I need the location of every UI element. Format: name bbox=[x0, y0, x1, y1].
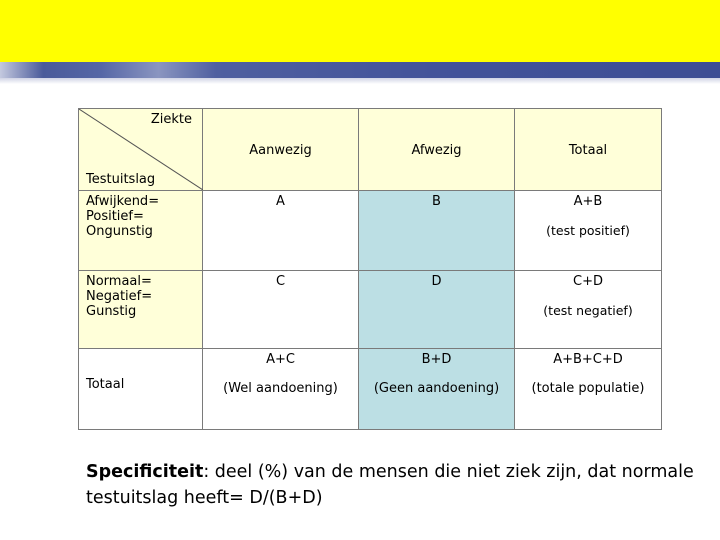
cell-grand-total bbox=[515, 349, 662, 430]
cell-value: C+D bbox=[573, 274, 603, 289]
cell-value: B+D bbox=[421, 352, 452, 367]
row-header-negatief bbox=[79, 271, 203, 349]
column-axis-label: Ziekte bbox=[150, 112, 192, 127]
cell-c-plus-d bbox=[515, 271, 662, 349]
contingency-table bbox=[78, 108, 662, 430]
cell-d bbox=[359, 271, 515, 349]
row-axis-label: Testuitslag bbox=[86, 172, 156, 187]
row-header-totaal bbox=[79, 349, 203, 430]
swoosh-shadow bbox=[0, 78, 720, 84]
cell-note: (test positief) bbox=[546, 223, 630, 238]
cell-value: C bbox=[275, 274, 286, 289]
column-header-aanwezig bbox=[203, 109, 359, 191]
corner-cell bbox=[79, 109, 203, 191]
cell-a bbox=[203, 191, 359, 271]
cell-value: A+C bbox=[266, 352, 295, 367]
row-header-label: Afwijkend= Positief= Ongunstig bbox=[86, 194, 160, 239]
top-banner bbox=[0, 0, 720, 62]
cell-value: A+B+C+D bbox=[553, 352, 623, 367]
row-header-label: Normaal= Negatief= Gunstig bbox=[86, 274, 153, 319]
cell-b bbox=[359, 191, 515, 271]
column-header-label: Afwezig bbox=[411, 143, 462, 158]
cell-note: (test negatief) bbox=[543, 303, 633, 318]
row-header-label: Totaal bbox=[86, 377, 125, 392]
cell-a-plus-b bbox=[515, 191, 662, 271]
column-header-label: Aanwezig bbox=[249, 143, 312, 158]
cell-note: (Wel aandoening) bbox=[223, 381, 338, 396]
column-header-label: Totaal bbox=[568, 143, 608, 158]
cell-value: D bbox=[431, 274, 442, 289]
cell-value: B bbox=[432, 194, 441, 209]
cell-note: (totale populatie) bbox=[531, 381, 645, 396]
cell-value: A bbox=[276, 194, 285, 209]
column-header-totaal bbox=[515, 109, 662, 191]
column-header-afwezig bbox=[359, 109, 515, 191]
row-header-positief bbox=[79, 191, 203, 271]
specificity-definition bbox=[86, 459, 696, 511]
cell-c bbox=[203, 271, 359, 349]
decorative-swoosh bbox=[0, 62, 720, 78]
cell-value: A+B bbox=[573, 194, 603, 209]
definition-term: Specificiteit bbox=[86, 462, 204, 482]
cell-b-plus-d bbox=[359, 349, 515, 430]
cell-a-plus-c bbox=[203, 349, 359, 430]
definition-text: : deel (%) van de mensen die niet ziek zijn, dat normale testuitslag heeft= D/(B+D) bbox=[86, 462, 694, 508]
cell-note: (Geen aandoening) bbox=[373, 381, 500, 396]
